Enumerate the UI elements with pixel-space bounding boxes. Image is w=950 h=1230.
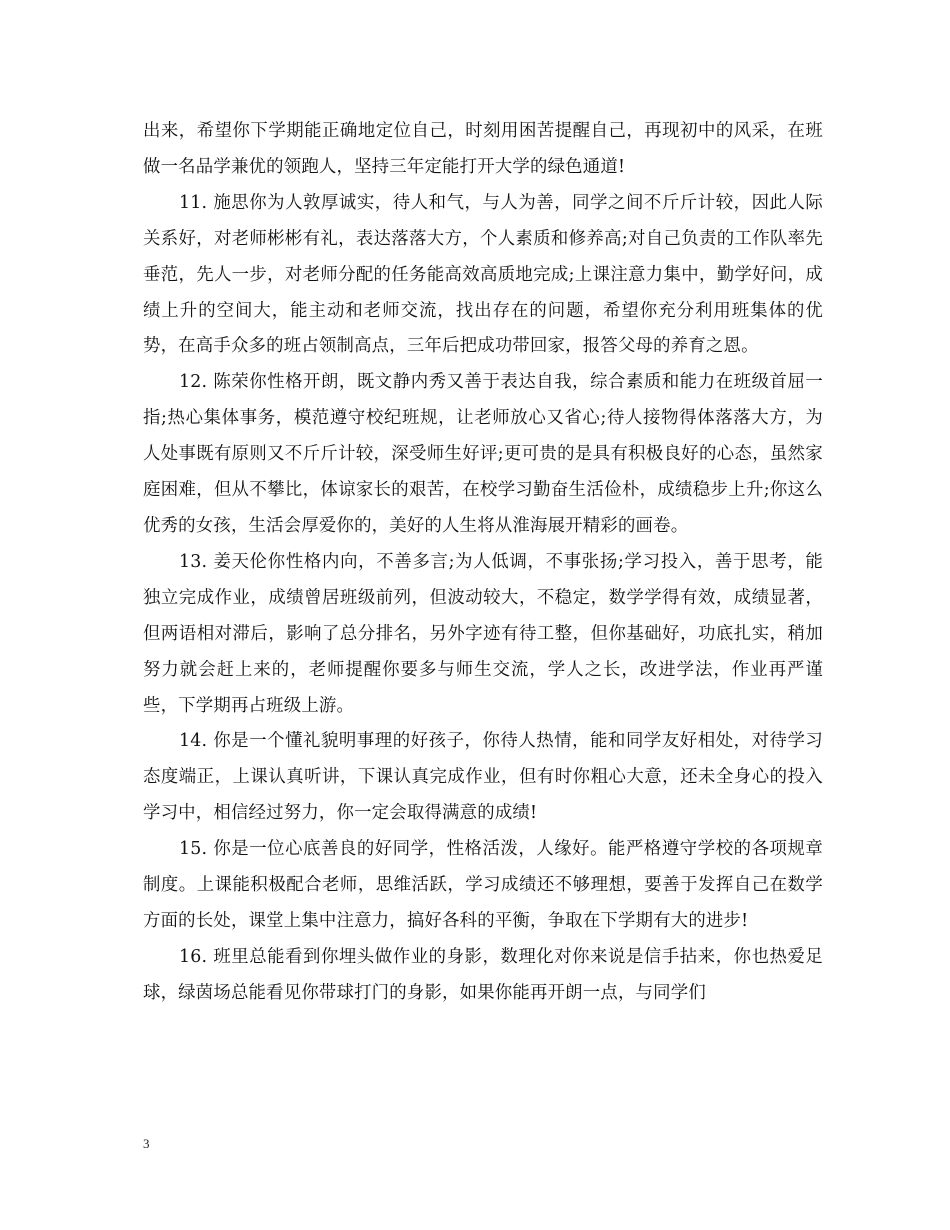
- paragraph-15: 15. 你是一位心底善良的好同学，性格活泼，人缘好。能严格遵守学校的各项规章制度。上课能积极配合老师，思维活跃，学习成绩还不够理想，要善于发挥自己在数学方面的长处，课堂上集中注意力，搞好各科的平衡，争取在下学期有大的进步!: [143, 839, 823, 931]
- paragraph-12: 12. 陈荣你性格开朗，既文静内秀又善于表达自我，综合素质和能力在班级首屈一指;热心集体事务，模范遵守校纪班规，让老师放心又省心;待人接物得体落落大方，为人处事既有原则又不斤斤计较，深受师生好评;更可贵的是具有积极良好的心态，虽然家庭困难，但从不攀比，体谅家长的艰苦，在校学习勤奋生活俭朴，成绩稳步上升;你这么优秀的女孩，生活会厚爱你的，美好的人生将从淮海展开精彩的画卷。: [143, 372, 823, 536]
- paragraph-14: 14. 你是一个懂礼貌明事理的好孩子，你待人热情，能和同学友好相处，对待学习态度端正，上课认真听讲，下课认真完成作业，但有时你粗心大意，还未全身心的投入学习中，相信经过努力，你一定会取得满意的成绩!: [143, 731, 823, 824]
- page-number: 3: [143, 1136, 150, 1151]
- continuation-paragraph: 出来，希望你下学期能正确地定位自己，时刻用困苦提醒自己，再现初中的风采，在班做一名品学兼优的领跑人，坚持三年定能打开大学的绿色通道!: [143, 121, 823, 177]
- page-body: [143, 114, 823, 1012]
- paragraph-11: 11. 施思你为人敦厚诚实，待人和气，与人为善，同学之间不斤斤计较，因此人际关系好，对老师彬彬有礼，表达落落大方，个人素质和修养高;对自己负责的工作队率先垂范，先人一步，对老师分配的任务能高效高质地完成;上课注意力集中，勤学好问，成绩上升的空间大，能主动和老师交流，找出存在的问题，希望你充分利用班集体的优势，在高手众多的班占领制高点，三年后把成功带回家，报答父母的养育之恩。: [143, 192, 823, 357]
- paragraph-16: 16. 班里总能看到你埋头做作业的身影，数理化对你来说是信手拈来，你也热爱足球，绿茵场总能看见你带球打门的身影，如果你能再开朗一点，与同学们: [143, 946, 823, 1003]
- paragraph-13: 13. 姜天伦你性格内向，不善多言;为人低调，不事张扬;学习投入，善于思考，能独立完成作业，成绩曾居班级前列，但波动较大，不稳定，数学学得有效，成绩显著，但两语相对滞后，影响了总分排名，另外字迹有待工整，但你基础好，功底扎实，稍加努力就会赶上来的，老师提醒你要多与师生交流，学人之长，改进学法，作业再严谨些，下学期再占班级上游。: [143, 551, 823, 716]
